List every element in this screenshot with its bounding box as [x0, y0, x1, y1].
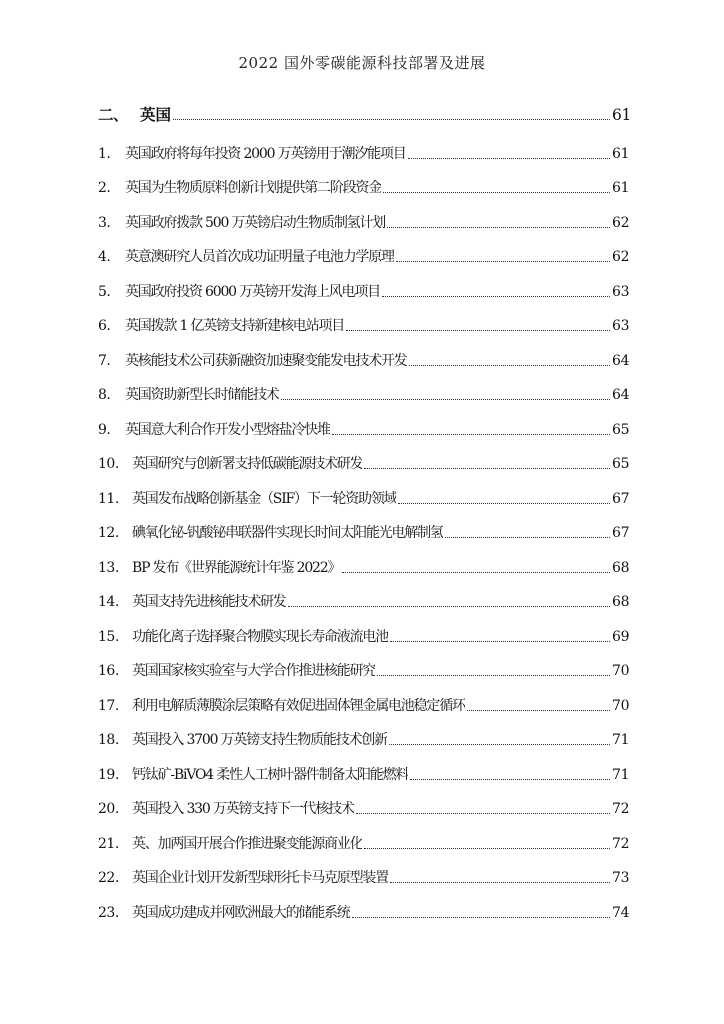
toc-section-number: 二、	[98, 105, 129, 124]
toc-leader-dots	[346, 329, 610, 331]
toc-entry-page: 72	[612, 801, 630, 817]
toc-entry-row[interactable]	[98, 818, 628, 853]
toc-entry-page: 68	[612, 594, 630, 610]
toc-entry-row[interactable]	[98, 335, 628, 370]
toc-entry-number: 12.	[98, 525, 119, 541]
page-header-title: 2022 国外零碳能源科技部署及进展	[238, 54, 486, 72]
toc-leader-dots	[377, 674, 610, 676]
toc-entry-page: 71	[612, 732, 630, 748]
toc-entry-title: 英国支持先进核能技术研发	[132, 594, 286, 610]
toc-entry-page: 65	[612, 456, 630, 472]
toc-leader-dots	[173, 118, 610, 120]
toc-leader-dots	[382, 295, 610, 297]
toc-leader-dots	[389, 743, 610, 745]
toc-section-page: 61	[612, 106, 632, 124]
toc-entry-page: 67	[612, 490, 630, 507]
toc-entry-number: 19.	[98, 766, 119, 783]
toc-entry-title: 英、加两国开展合作推进聚变能源商业化	[132, 835, 363, 852]
toc-leader-dots	[390, 881, 610, 883]
toc-entry-page: 63	[612, 318, 630, 334]
toc-entry-title: 碘氧化铋-钒酸铋串联器件实现长时间太阳能光电解制氢	[132, 525, 443, 541]
toc-entry-title: 英国发布战略创新基金（SIF）下一轮资助领域	[132, 490, 397, 507]
toc-entry-page: 63	[612, 283, 630, 300]
toc-leader-dots	[390, 640, 610, 642]
toc-entry-page: 62	[612, 214, 630, 231]
toc-entry-page: 61	[612, 180, 630, 196]
toc-entry-list	[98, 128, 628, 922]
toc-entry-page: 67	[612, 525, 630, 541]
toc-entry-number: 8.	[98, 387, 111, 403]
toc-leader-dots	[467, 709, 610, 711]
toc-entry-title: 英国企业计划开发新型球形托卡马克原型装置	[132, 870, 388, 886]
toc-entry-number: 2.	[98, 180, 111, 196]
toc-entry-title: 英国政府投资 6000 万英镑开发海上风电项目	[125, 283, 380, 300]
toc-entry-title: 英国国家核实验室与大学合作推进核能研究	[132, 663, 376, 679]
toc-leader-dots	[398, 502, 610, 504]
toc-entry-row[interactable]	[98, 197, 628, 232]
toc-leader-dots	[332, 433, 610, 435]
toc-entry-number: 4.	[98, 249, 111, 265]
toc-entry-number: 14.	[98, 594, 119, 610]
toc-entry-number: 21.	[98, 835, 119, 852]
toc-entry-page: 74	[612, 904, 630, 921]
toc-entry-title: 英国拨款 1 亿英镑支持新建核电站项目	[125, 318, 345, 334]
toc-entry-row[interactable]	[98, 232, 628, 267]
toc-leader-dots	[288, 605, 610, 607]
toc-entry-page: 70	[612, 697, 630, 714]
toc-leader-dots	[383, 191, 610, 193]
toc-entry-number: 20.	[98, 801, 119, 817]
toc-entry-row[interactable]	[98, 266, 628, 301]
toc-entry-title: 英意澳研究人员首次成功证明量子电池力学原理	[125, 249, 394, 265]
toc-entry-row[interactable]	[98, 853, 628, 888]
toc-entry-title: 英国为生物质原料创新计划提供第二阶段资金	[125, 180, 381, 196]
toc-entry-page: 61	[612, 145, 630, 162]
toc-entry-page: 64	[612, 387, 630, 403]
toc-entry-title: 英国投入 330 万英镑支持下一代核技术	[132, 801, 354, 817]
toc-entry-number: 10.	[98, 456, 119, 472]
toc-entry-row[interactable]	[98, 577, 628, 612]
toc-entry-title: 利用电解质薄膜涂层策略有效促进固体锂金属电池稳定循环	[132, 697, 465, 714]
toc-entry-number: 7.	[98, 352, 111, 369]
toc-entry-page: 68	[612, 559, 630, 576]
toc-entry-page: 72	[612, 835, 630, 852]
toc-entry-row[interactable]	[98, 542, 628, 577]
toc-entry-row[interactable]	[98, 680, 628, 715]
toc-entry-number: 15.	[98, 628, 119, 645]
toc-entry-row[interactable]	[98, 370, 628, 405]
toc-entry-title: 英核能技术公司获新融资加速聚变能发电技术开发	[125, 352, 407, 369]
toc-entry-title: 英国政府将每年投资 2000 万英镑用于潮汐能项目	[125, 145, 406, 162]
toc-entry-row[interactable]	[98, 749, 628, 784]
toc-leader-dots	[281, 398, 610, 400]
toc-entry-number: 22.	[98, 870, 119, 886]
toc-entry-title: BP 发布《世界能源统计年鉴 2022》	[132, 559, 341, 576]
toc-entry-page: 70	[612, 663, 630, 679]
toc-entry-row[interactable]	[98, 508, 628, 543]
toc-leader-dots	[364, 467, 610, 469]
toc-entry-row[interactable]	[98, 404, 628, 439]
toc-entry-row[interactable]	[98, 784, 628, 819]
toc-leader-dots	[387, 226, 610, 228]
toc-entry-page: 69	[612, 628, 630, 645]
toc-leader-dots	[352, 916, 610, 918]
toc-entry-number: 9.	[98, 421, 111, 438]
toc-entry-row[interactable]	[98, 439, 628, 474]
toc-entry-page: 73	[612, 870, 630, 886]
toc-entry-title: 英国意大利合作开发小型熔盐冷快堆	[125, 421, 330, 438]
toc-entry-page: 71	[612, 766, 630, 783]
toc-entry-page: 62	[612, 249, 630, 265]
toc-entry-row[interactable]	[98, 301, 628, 336]
toc-entry-number: 17.	[98, 697, 119, 714]
toc-entry-row[interactable]	[98, 611, 628, 646]
footer-mark	[360, 1013, 363, 1016]
toc-leader-dots	[364, 847, 610, 849]
toc-entry-row[interactable]	[98, 715, 628, 750]
toc-entry-title: 英国政府拨款 500 万英镑启动生物质制氢计划	[125, 214, 386, 231]
toc-entry-page: 64	[612, 352, 630, 369]
toc-entry-title: 英国研究与创新署支持低碳能源技术研发	[132, 456, 363, 472]
toc-entry-title: 英国投入 3700 万英镑支持生物质能技术创新	[132, 732, 387, 748]
toc-leader-dots	[342, 571, 610, 573]
toc-entry-number: 23.	[98, 904, 119, 921]
toc-leader-dots	[356, 812, 610, 814]
toc-section-row[interactable]	[98, 94, 632, 124]
toc-section-title: 英国	[140, 106, 172, 124]
toc-entry-number: 18.	[98, 732, 119, 748]
toc-entry-title: 英国资助新型长时储能技术	[125, 387, 279, 403]
toc-entry-page: 65	[612, 421, 630, 438]
toc-entry-title: 英国成功建成并网欧洲最大的储能系统	[132, 904, 350, 921]
toc-leader-dots	[410, 778, 610, 780]
toc-entry-number: 6.	[98, 318, 111, 334]
toc-leader-dots	[409, 364, 610, 366]
toc-leader-dots	[445, 536, 610, 538]
toc-leader-dots	[408, 157, 610, 159]
toc-entry-row[interactable]	[98, 473, 628, 508]
toc-entry-row[interactable]	[98, 128, 628, 163]
toc-entry-number: 11.	[98, 490, 119, 507]
toc-entry-number: 5.	[98, 283, 111, 300]
toc-entry-number: 1.	[98, 145, 111, 162]
toc-entry-title: 功能化离子选择聚合物膜实现长寿命液流电池	[132, 628, 388, 645]
toc-entry-number: 16.	[98, 663, 119, 679]
toc-entry-number: 3.	[98, 214, 111, 231]
table-of-contents	[98, 94, 632, 922]
toc-entry-title: 钙钛矿-BiVO4 柔性人工树叶器件制备太阳能燃料	[132, 766, 409, 783]
toc-entry-number: 13.	[98, 559, 119, 576]
toc-leader-dots	[396, 260, 610, 262]
toc-entry-row[interactable]	[98, 163, 628, 198]
toc-entry-row[interactable]	[98, 646, 628, 681]
toc-entry-row[interactable]	[98, 887, 628, 922]
